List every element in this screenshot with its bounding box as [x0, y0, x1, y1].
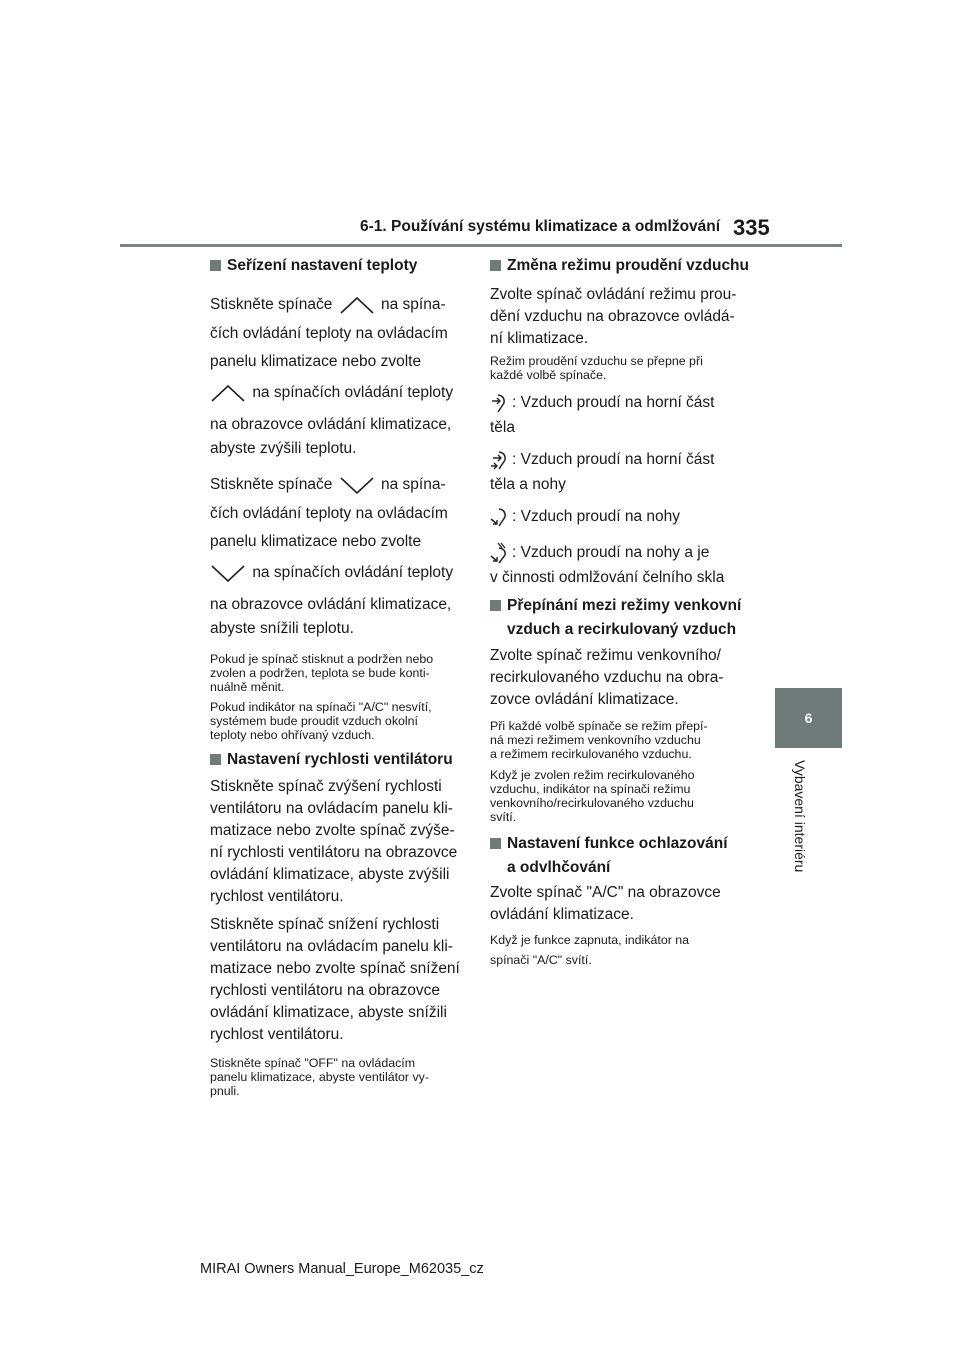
- header-divider: [120, 244, 842, 247]
- section-title: 6-1. Používání systému klimatizace a odmlžování: [360, 218, 721, 235]
- right-column: [490, 254, 754, 970]
- temp-down-line-6: abyste snížili teplotu.: [210, 620, 354, 638]
- note-line: spínači "A/C" svítí.: [490, 953, 592, 968]
- body-line: Zvolte spínač režimu venkovního/: [490, 647, 721, 665]
- temp-up-line-3: panelu klimatizace nebo zvolte: [210, 353, 422, 371]
- note-line: nuálně měnit.: [210, 680, 285, 695]
- temp-down-line-3: panelu klimatizace nebo zvolte: [210, 533, 422, 551]
- mode-face-line-2: těla: [490, 419, 515, 437]
- temp-down-line-2: čích ovládání teploty na ovládacím: [210, 505, 448, 523]
- temp-down-line-1: Stiskněte spínače na spína-: [210, 474, 472, 496]
- temp-heading: Seřízení nastavení teploty: [210, 254, 472, 278]
- bullet-square: [210, 260, 221, 271]
- chapter-label: Vybavení interiéru: [792, 760, 808, 873]
- page-number: 335: [733, 215, 770, 240]
- bullet-square: [210, 754, 221, 765]
- fan-down-paragraph: [210, 914, 472, 1046]
- body-line: recirkulovaného vzduchu na obra-: [490, 669, 724, 687]
- recirc-note-2: [490, 768, 754, 824]
- note-line: svítí.: [490, 810, 517, 825]
- foot-vent-icon: [490, 506, 512, 528]
- chevron-up-icon: [337, 294, 377, 316]
- fan-note: [210, 1056, 472, 1098]
- bullet-square: [490, 260, 501, 271]
- body-line: Stiskněte spínač snížení rychlosti: [210, 916, 440, 934]
- body-line: ovládání klimatizace, abyste zvýšili: [210, 866, 450, 884]
- body-line: ovládání klimatizace.: [490, 906, 634, 924]
- mode-bilevel-line-2: těla a nohy: [490, 476, 566, 494]
- body-line: matizace nebo zvolte spínač snížení: [210, 960, 460, 978]
- body-line: rychlost ventilátoru.: [210, 1026, 344, 1044]
- body-line: ventilátoru na ovládacím panelu kli-: [210, 938, 453, 956]
- mode-heading: Změna režimu proudění vzduchu: [490, 254, 754, 278]
- note-line: ná mezi režimem venkovního vzduchu: [490, 733, 701, 748]
- note-line: pnuli.: [210, 1084, 240, 1099]
- left-column: [210, 254, 472, 1098]
- note-line: Když je funkce zapnuta, indikátor na: [490, 933, 690, 948]
- recirc-paragraph: [490, 645, 754, 711]
- body-line: zovce ovládání klimatizace.: [490, 691, 679, 709]
- body-line: rychlost ventilátoru.: [210, 888, 344, 906]
- body-line: ní rychlosti ventilátoru na obrazovce: [210, 844, 458, 862]
- temp-up-line-6: abyste zvýšili teplotu.: [210, 440, 357, 458]
- temp-note-2: [210, 700, 472, 742]
- temp-down-line-5: na obrazovce ovládání klimatizace,: [210, 596, 452, 614]
- note-line: Když je zvolen režim recirkulovaného: [490, 768, 695, 783]
- mode-note: [490, 354, 754, 382]
- note-line: systémem bude proudit vzduch okolní: [210, 714, 418, 729]
- fan-up-paragraph: [210, 776, 472, 908]
- body-line: ní klimatizace.: [490, 330, 589, 347]
- note-line: vzduchu, indikátor na spínači režimu: [490, 782, 691, 797]
- chevron-down-icon: [337, 474, 377, 496]
- recirc-note-1: [490, 719, 754, 761]
- body-line: Zvolte spínač "A/C" na obrazovce: [490, 884, 721, 902]
- bullet-square: [490, 838, 501, 849]
- note-line: Pokud je spínač stisknut a podržen nebo: [210, 652, 434, 667]
- temp-down-line-4: na spínačích ovládání teploty: [210, 562, 472, 584]
- bi-level-vent-icon: [490, 449, 512, 471]
- note-line: panelu klimatizace, abyste ventilátor vy-: [210, 1070, 430, 1085]
- body-line: Stiskněte spínač zvýšení rychlosti: [210, 778, 442, 796]
- note-line: Pokud indikátor na spínači "A/C" nesvítí,: [210, 700, 432, 715]
- mode-paragraph: [490, 284, 754, 350]
- note-line: každé volbě spínače.: [490, 368, 607, 382]
- note-line: Režim proudění vzduchu se přepne při: [490, 354, 703, 368]
- mode-foot-defrost-line-1: : Vzduch proudí na nohy a je: [490, 542, 754, 564]
- chevron-down-icon: [210, 562, 248, 584]
- recirc-heading: Přepínání mezi režimy venkovní vzduch a recirkulovaný vzduch: [490, 594, 754, 642]
- body-line: ovládání klimatizace, abyste snížili: [210, 1004, 447, 1022]
- temp-up-line-4: na spínačích ovládání teploty: [210, 382, 472, 404]
- temp-up-line-1: Stiskněte spínače na spína-: [210, 294, 472, 316]
- body-line: ventilátoru na ovládacím panelu kli-: [210, 800, 453, 818]
- chapter-tab[interactable]: [775, 688, 842, 748]
- fan-heading: Nastavení rychlosti ventilátoru: [210, 748, 472, 772]
- note-line: zvolen a podržen, teplota se bude konti-: [210, 666, 430, 681]
- face-vent-icon: [490, 392, 512, 414]
- ac-note: [490, 930, 754, 970]
- bullet-square: [490, 600, 501, 611]
- mode-face-line-1: : Vzduch proudí na horní část: [490, 392, 754, 414]
- body-line: dění vzduchu na obrazovce ovládá-: [490, 308, 735, 325]
- temp-up-line-5: na obrazovce ovládání klimatizace,: [210, 416, 452, 434]
- temp-note-1: [210, 652, 472, 694]
- chevron-up-icon: [210, 382, 248, 404]
- note-line: Při každé volbě spínače se režim přepí-: [490, 719, 708, 734]
- note-line: Stiskněte spínač "OFF" na ovládacím: [210, 1056, 416, 1071]
- ac-paragraph: [490, 882, 754, 926]
- note-line: a režimem recirkulovaného vzduchu.: [490, 747, 692, 762]
- ac-heading: Nastavení funkce ochlazování a odvlhčování: [490, 832, 754, 880]
- note-line: venkovního/recirkulovaného vzduchu: [490, 796, 694, 811]
- foot-defrost-vent-icon: [490, 542, 512, 564]
- footer-text: MIRAI Owners Manual_Europe_M62035_cz: [200, 1261, 484, 1277]
- mode-bilevel-line-1: : Vzduch proudí na horní část: [490, 449, 754, 471]
- note-line: teploty nebo ohřívaný vzduch.: [210, 728, 375, 743]
- chapter-number: 6: [804, 710, 813, 726]
- body-line: Zvolte spínač ovládání režimu prou-: [490, 286, 737, 303]
- body-line: matizace nebo zvolte spínač zvýše-: [210, 822, 455, 840]
- mode-foot-line-1: : Vzduch proudí na nohy: [490, 506, 754, 528]
- body-line: rychlosti ventilátoru na obrazovce: [210, 982, 441, 1000]
- mode-foot-defrost-line-2: v činnosti odmlžování čelního skla: [490, 569, 725, 587]
- temp-up-line-2: čích ovládání teploty na ovládacím: [210, 325, 448, 343]
